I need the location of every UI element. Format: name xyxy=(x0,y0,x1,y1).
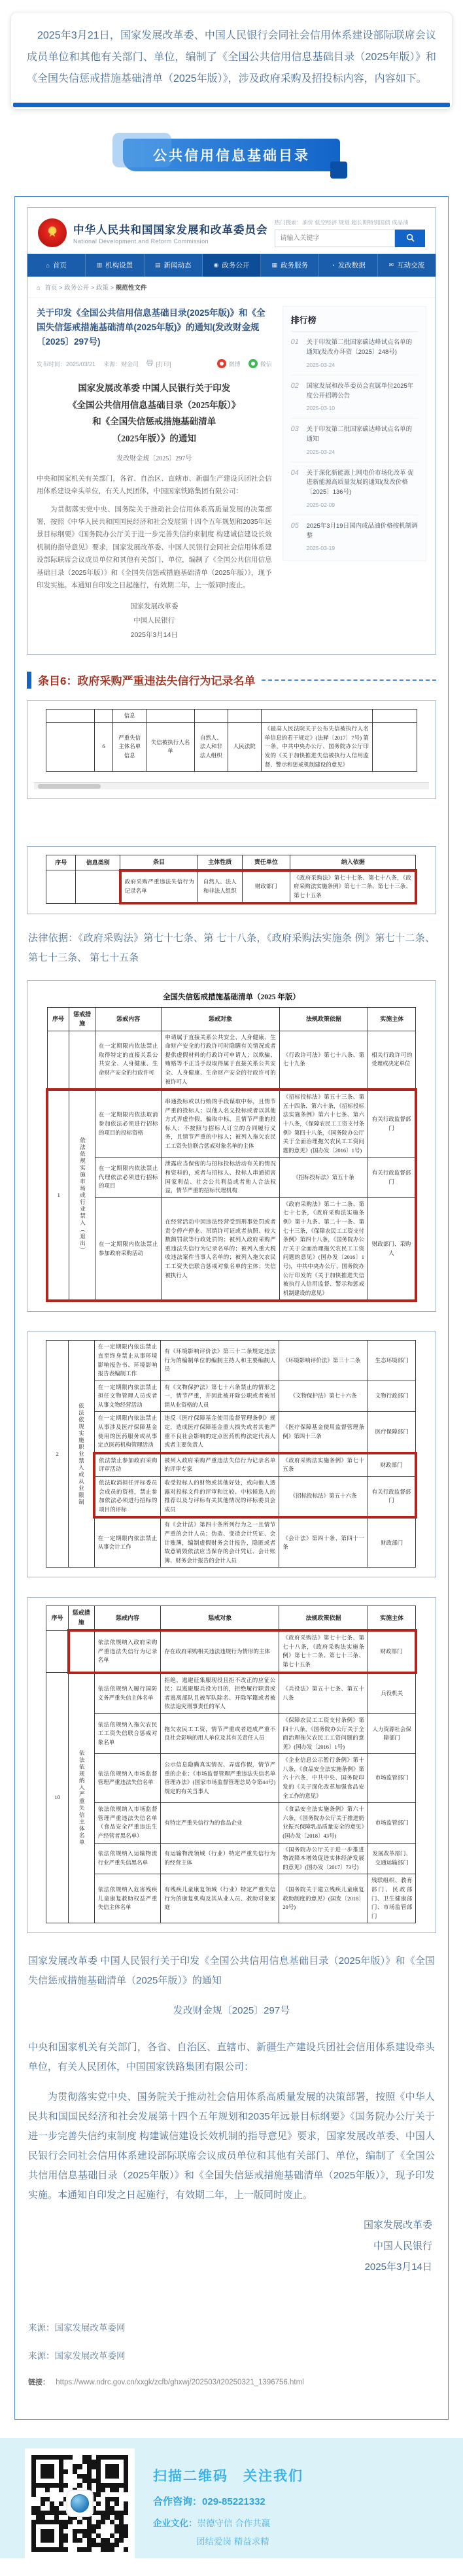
table-cell xyxy=(46,723,95,772)
ranking-item-date: 2025-03-10 xyxy=(306,405,335,412)
intro-card xyxy=(10,12,453,110)
table-cell: 依法依规纳入市场监督管理严重违法失信名单（食品安全严重违法生产经营者黑名单） xyxy=(94,1803,161,1843)
table-cell: 《最高人民法院关于公布失信被执行人名单信息的若干规定》(法释〔2017〕7号) 第一条，中共中央办公厅、国务院办公厅印发的《关于加快推进失信被执行人信用监督、警示和惩戒机制建设的意见》 xyxy=(261,723,372,772)
document-table xyxy=(46,1340,417,1568)
breadcrumb-current: 规范性文件 xyxy=(115,284,147,292)
weibo-label: 微博 xyxy=(228,360,241,368)
table-cell: 《招标投标法》第五十六条 xyxy=(279,1477,368,1518)
table-header-cell: 实施主体 xyxy=(368,1007,416,1031)
table-cell: 财政部门 xyxy=(368,1517,416,1567)
table-cell xyxy=(69,1031,95,1090)
table-cell: 依法依规纳入危害残疾儿童康复救助权益严重失信主体名单 xyxy=(94,1874,161,1923)
table-header-cell: 实施主体 xyxy=(368,1606,416,1630)
nav-item[interactable] xyxy=(378,254,436,277)
ranking-item-title[interactable]: 关于深化新能源上网电价市场化改革 促进新能源高质量发展的通知(发改价格〔2025〕136号) xyxy=(306,469,414,496)
table-cell: 兵役机关 xyxy=(368,1673,416,1714)
ranking-number: 04 xyxy=(290,468,299,477)
nav-item-icon: ✉ xyxy=(388,262,394,269)
breadcrumb[interactable] xyxy=(27,277,436,298)
table-cell: 信息 xyxy=(113,709,146,723)
contact-phone: 029-85221332 xyxy=(202,2496,266,2508)
table-cell: 依法依规纳入履行国防义务严重失信主体名单 xyxy=(94,1673,161,1714)
print-button[interactable]: [打印] xyxy=(146,360,171,368)
table-cell: 财政部门 xyxy=(368,1453,416,1477)
article-source: 来源：财金司 xyxy=(103,360,139,368)
nav-item[interactable] xyxy=(27,254,86,277)
nav-item-label: 发改数据 xyxy=(337,262,366,270)
screenshot-sanction-list-1 xyxy=(27,980,436,1312)
table-cell: 有关行政监督部门 xyxy=(368,1477,416,1518)
horizontal-scrollbar[interactable] xyxy=(34,782,429,789)
nav-item[interactable] xyxy=(203,254,261,277)
nav-item[interactable] xyxy=(86,254,144,277)
table-cell: 《招标投标法》第五十三条、第五十四条、第六十条，《招标投标法实施条例》第六十七条、第六十八条，《保障农民工工资支付条例》第四十八条，《国务院办公厅关于全面治理拖欠农民工工资问题的意见》(国办发〔2016〕1号) xyxy=(279,1090,368,1158)
table-cell: 《企业信息公示暂行条例》第十八条，《食品安全法实施条例》第六十六条，中共中央、国务院印发的《关于深化改革加强食品安全工作的意见》 xyxy=(279,1754,368,1803)
sanction-table-3 xyxy=(34,1606,429,1923)
screenshot-ndrc-page xyxy=(27,207,436,654)
home-icon: ⌂ xyxy=(37,284,41,292)
search-input[interactable] xyxy=(275,230,396,247)
table-cell: 《政府采购法》第七十七条、第七十八条，《政府采购法实施条例》第七十二条、第七十三条、第七十五条 xyxy=(290,870,416,904)
table-cell: 有运输物流领域（行业）特定严重失信行为的经营主体 xyxy=(161,1843,279,1874)
ranking-number: 03 xyxy=(290,425,299,434)
table-cell: 《会计法》第四十条、第四十一条 xyxy=(279,1517,368,1567)
publish-time: 发布时间：2025/03/21 xyxy=(37,360,96,368)
table-cell: 《政府采购法实施条例》第七十五条 xyxy=(279,1453,368,1477)
table-cell: 财政部门 xyxy=(242,870,290,904)
ranking-item-title[interactable]: 国家发展和改革委员会直属单位2025年度公开招聘公告 xyxy=(306,382,414,400)
content-frame xyxy=(14,196,449,2420)
intro-paragraph: 2025年3月21日，国家发展改革委、中国人民银行会同社会信用体系建设部际联席会议成员单位和其他有关部门、单位，编制了《全国公共信用信息基础目录（2025年版）》和《全国失信惩戒措施基础清单（2025年版）》，涉及政府采购及招投标内容，内容如下。 xyxy=(27,30,436,84)
table-cell: 在一定期限内依法取消参加依法必须进行招标的项目的投标资格 xyxy=(95,1090,161,1158)
signer-1: 国家发展改革委 xyxy=(130,602,179,610)
qr-center-logo xyxy=(67,2491,92,2516)
ranking-item-date: 2025-03-24 xyxy=(306,361,335,368)
closing-recipients: 中央和国家机关有关部门，各省、自治区、直辖市、新疆生产建设兵团社会信用体系建设牵头单位，有关人民团体，中国国家铁路集团有限公司： xyxy=(28,2042,435,2073)
article-column xyxy=(37,306,272,642)
site-title xyxy=(73,221,268,245)
closing-text xyxy=(28,1951,435,2390)
table-cell: 有《会计法》第四十条所列行为之一且情节严重的会计人员；伪造、变造会计凭证、会计账簿，编制虚假财务会计报告，隐匿或者故意销毁依法应当保存的会计凭证、会计账簿、财务会计报告的会计人员 xyxy=(161,1517,279,1567)
table-cell xyxy=(146,709,195,723)
table-cell: 有《环境影响评价法》第三十二条规定违法行为的编制单位的编制主持人和主要编制人员 xyxy=(161,1341,279,1381)
ranking-item[interactable] xyxy=(291,375,418,419)
table-cell: 依法禁止参加政府采购评审活动 xyxy=(94,1453,161,1477)
table-cell: 有关行政监督部门 xyxy=(368,1090,416,1158)
ranking-item[interactable] xyxy=(291,462,418,515)
table-header-cell: 纳入依据 xyxy=(290,855,416,870)
table-cell: 依法取消担任评标委员会成员的资格，禁止参加依法必须进行招标的项目的评标 xyxy=(94,1477,161,1518)
nav-item-icon: ▤ xyxy=(154,262,161,269)
footer-band xyxy=(0,2438,463,2558)
table-cell: 串通投标或以行贿的手段谋取中标，且情节严重的投标人；以他人名义投标或者以其他方式弄虚作假，骗取中标，且情节严重的投标人；不按照与招标人订立的合同履行义务，且情节严重的中标人；被列入拖欠农民工工资失信联合惩戒对象名单的主体 xyxy=(162,1090,279,1158)
closing-doc-number: 发改财金规〔2025〕297号 xyxy=(173,2005,290,2017)
site-name-cn: 中华人民共和国国家发展和改革委员会 xyxy=(73,224,268,237)
table-cell: 《政府采购法》第七十七条、第七十八条，《政府采购法实施条例》第七十二条、第七十三条、第七十五条 xyxy=(279,1630,368,1672)
table-cell xyxy=(194,709,228,723)
ranking-number: 05 xyxy=(290,521,299,530)
link-line xyxy=(28,2375,435,2390)
nav-item-label: 政务服务 xyxy=(281,262,309,270)
table-cell: 依法依规纳入拖欠农民工工资失信联合惩戒对象名单 xyxy=(94,1713,161,1753)
table-cell: 《行政许可法》第七十八条、第七十九条 xyxy=(279,1031,368,1090)
table-cell: 拒绝、逃避征集服现役且拒不改正的应征公民；以逃避服兵役为目的，拒绝履行职责或者逃离部队且被军队除名、开除军籍或者被依法追究刑事责任的军人 xyxy=(161,1673,279,1714)
table-cell: 《政府采购法》第二十二条、第七十七条，《政府采购法实施条例》第十九条、第二十一条、第七十三条，《保障农民工工资支付条例》第四十八条，《国务院办公厅关于全面治理拖欠农民工工资问题的意见》(国办发〔2016〕1号)，中共中央办公厅、国务院办公厅印发的《关于加快推进失信被执行人信用监督、警示和惩戒机制建设的意见》 xyxy=(279,1197,368,1301)
legal-basis-text: 法律依据：《政府采购法》第七十七条、第 七十八条，《政府采购法实施条 例》第七十二条、第七十三条、 第七十五条 xyxy=(28,933,435,963)
ranking-number: 02 xyxy=(290,381,299,390)
ranking-item-title[interactable]: 关于印发第二批国家碳达峰试点名单的通知(发改办环资〔2025〕248号) xyxy=(306,339,413,356)
source-block xyxy=(28,2319,435,2390)
footer-culture xyxy=(153,2516,303,2529)
share-wechat[interactable] xyxy=(249,359,272,368)
document-title: 国家发展改革委 中国人民银行关于印发 《全国公共信用信息基础目录（2025年版）》 和《全国失信惩戒措施基础清单 （2025年版）》的通知 xyxy=(68,383,241,444)
banner-title: 公共信用信息基础目录 xyxy=(123,139,340,171)
ranking-item-date: 2025-03-24 xyxy=(306,448,335,455)
table-cell: 相关行政许可的受理或决定单位 xyxy=(368,1031,416,1090)
ndrc-nav xyxy=(27,254,436,277)
table-cell: 《招标投标法》第五十条 xyxy=(279,1158,368,1197)
search-button[interactable] xyxy=(395,230,425,247)
table-cell: 依法依规纳入市场监督管理严重违法失信名单 xyxy=(94,1754,161,1803)
table-cell: 残联组织、教育部门、民政部门、卫生健康部门、市场监管部门 xyxy=(368,1874,416,1923)
table-header-cell: 法规政策依据 xyxy=(279,1007,368,1031)
table-cell: 有残疾儿童康复领域（行业）特定严重失信行为的康复机构及其从业人员、救助对象家庭 xyxy=(161,1874,279,1923)
table-cell: 6 xyxy=(94,723,112,772)
ranking-list xyxy=(291,332,418,558)
closing-signer-1: 国家发展改革委 xyxy=(363,2220,432,2231)
intro-accent-bar xyxy=(13,103,450,107)
table-cell xyxy=(46,709,95,723)
table-cell: 在经营活动中因违法经营受到刑事处罚或者责令停产停业、吊销许可证或者执照、较大数额罚款等行政处罚的；被列入政府采购严重违法失信行为记录名单的；被列入重大税收违法案件当事人名单的；被列入拖欠农民工工资失信联合惩戒对象名单的主体；失信被执行人 xyxy=(162,1197,279,1301)
screenshot-catalog-fragment xyxy=(27,700,436,800)
ndrc-site-header xyxy=(27,208,436,254)
signature-block xyxy=(37,599,272,642)
nav-item-icon: ◔ xyxy=(331,262,335,269)
nav-item-label: 互动交流 xyxy=(397,262,425,270)
table-cell: 文物行政部门 xyxy=(368,1381,416,1412)
closing-sign-date: 2025年3月14日 xyxy=(364,2261,432,2273)
table-header-cell: 惩戒措施 xyxy=(69,1606,95,1630)
table-cell: 申请属于直接关系公共安全、人身健康、生命财产安全的行政许可时隐瞒有关情况或者提供虚假材料的行政许可申请人；以欺骗、贿赂等不正当手段取得属于直接关系公共安全、人身健康、生命财产安全的行政许可的被许可人 xyxy=(162,1031,279,1090)
link-label: 链接： xyxy=(28,2379,50,2387)
table-header-cell: 惩戒对象 xyxy=(161,1606,279,1630)
ranking-item-title[interactable]: 2025年3月19日国内成品油价格按机制调整 xyxy=(306,522,418,540)
nav-item-icon: ⌂ xyxy=(46,262,50,269)
table-cell: 《国务院办公厅关于进一步推进物流降本增效促进实体经济发展的意见》(国办发〔2017〕73号) xyxy=(279,1843,368,1874)
table-header-cell: 主体性质 xyxy=(197,855,242,870)
table-cell: 在一定期限内依法禁止直至终身禁止从事环境影响报告书、环境影响报告表编制工作 xyxy=(94,1341,161,1381)
table-cell: 在一定期限内依法禁止担任文物管理人员或者从事文物经营活动 xyxy=(94,1381,161,1412)
table-cell: 依法依规纳入严重失信主体名单 xyxy=(69,1673,95,1923)
table-cell xyxy=(69,1630,95,1672)
qr-code xyxy=(25,2448,135,2558)
article-title: 关于印发《全国公共信用信息基础目录(2025年版)》和《全国失信惩戒措施基础清单(2025年版)》的通知(发改财金规〔2025〕297号) xyxy=(37,308,266,347)
section-banner xyxy=(0,139,463,171)
table-cell: 在一定期限内依法禁止从事涉及医疗保障基金使用的医药服务或从事定点医药机构管理活动 xyxy=(94,1412,161,1453)
table-header-cell: 序号 xyxy=(46,855,76,870)
table-cell xyxy=(372,723,417,772)
screenshot-sanction-list-3 xyxy=(27,1597,436,1933)
weibo-icon xyxy=(217,359,226,368)
share-weibo[interactable] xyxy=(217,359,241,368)
table-cell xyxy=(228,709,261,723)
table-header-cell: 惩戒措施 xyxy=(69,1007,95,1031)
site-name-en: National Development and Reform Commission xyxy=(73,238,209,245)
footer-slogan: 扫描二维码 关注我们 xyxy=(153,2469,303,2484)
table-cell xyxy=(46,870,76,904)
screenshot-catalog-entry xyxy=(27,846,436,914)
wechat-icon xyxy=(249,359,258,368)
screenshot-sanction-list-2 xyxy=(27,1331,436,1577)
table-cell: 《环境影响评价法》第三十二条 xyxy=(279,1341,368,1381)
table-cell: 政府采购严重违法失信行为记录名单 xyxy=(120,870,198,904)
table-cell: 被列入政府采购严重违法失信行为记录名单的评审专家 xyxy=(161,1453,279,1477)
table-header-cell: 责任单位 xyxy=(242,855,290,870)
table-cell: 有特定严重失信行为的食品企业 xyxy=(161,1803,279,1843)
table-header-cell: 惩戒对象 xyxy=(162,1007,279,1031)
catalog-fragment-table xyxy=(34,709,429,772)
table-cell: 《保障农民工工资支付条例》第四十八条，《国务院办公厅关于全面治理拖欠农民工工资问题的意见》(国办发〔2016〕1号) xyxy=(279,1713,368,1753)
nav-item-icon: ▦ xyxy=(271,262,278,269)
ndrc-content xyxy=(27,298,436,653)
table-cell: 市场监管部门 xyxy=(368,1803,416,1843)
notice-recipients: 中央和国家机关有关部门，各省、自治区、直辖市、新疆生产建设兵团社会信用体系建设牵头单位，有关人民团体，中国国家铁路集团有限公司： xyxy=(37,474,272,496)
section-heading xyxy=(27,672,436,689)
nav-item-icon: ▥ xyxy=(96,262,103,269)
ranking-item[interactable] xyxy=(291,419,418,462)
table-cell: 有《文物保护法》第七十六条禁止的情形之一，情节严重，并因此被开除公职或者被吊销从业资格的人员 xyxy=(161,1381,279,1412)
ranking-number: 01 xyxy=(290,338,299,347)
table-cell: 人民法院 xyxy=(228,723,261,772)
breadcrumb-path[interactable]: 首页 > 政务公开 > 政策 > xyxy=(44,284,116,292)
closing-body: 为贯彻落实党中央、国务院关于推动社会信用体系高质量发展的决策部署，按照《中华人民共和国国民经济和社会发展第十四个五年规划和2035年远景目标纲要》《国务院办公厅关于进一步完善失信约束制度 构建诚信建设长效机制的指导意见》要求，国家发展改革委、中国人民银行会同社会信用体系建设部际联席会议成员单位和其他有关部门、单位，编制了《全国公共信用信息基础目录（2025年版）》和《全国失信惩戒措施基础清单（2025年版）》，现予印发实施。本通知自印发之日起施行，有效期二年，上一版同时废止。 xyxy=(28,2091,435,2201)
nav-item-icon: ◉ xyxy=(213,262,219,269)
source-line-1: 来源：国家发展改革委网 xyxy=(28,2323,126,2333)
table-cell: 依法依规纳入政府采购严重违法失信行为记录名单 xyxy=(94,1630,161,1672)
table-cell xyxy=(372,709,417,723)
table-header-cell: 惩戒内容 xyxy=(94,1606,161,1630)
table-cell: 市场监管部门 xyxy=(368,1754,416,1803)
table-cell: 《文物保护法》第七十六条 xyxy=(279,1381,368,1412)
sanction-table-2 xyxy=(34,1340,429,1568)
footer-culture-2: 团结爱岗 精益求精 xyxy=(196,2537,269,2547)
table-header-cell: 序号 xyxy=(47,1007,69,1031)
hot-search-links[interactable]: 热门搜索：油价 低空经济 规划 超长期特别国债 成品油 xyxy=(274,219,409,226)
document-table xyxy=(46,709,417,772)
ranking-item[interactable] xyxy=(291,332,418,375)
table-cell: 自然人、法人和非法人组织 xyxy=(194,723,228,772)
document-number: 发改财金规〔2025〕297号 xyxy=(116,455,192,462)
sanction-list-title: 全国失信惩戒措施基础清单（2025 年版） xyxy=(163,993,300,1001)
ranking-title: 排行榜 xyxy=(291,313,418,332)
globe-icon xyxy=(71,2494,89,2513)
table-cell: 有关行政监督部门 xyxy=(368,1158,416,1197)
wechat-label: 微信 xyxy=(260,360,272,368)
article-meta xyxy=(37,359,272,368)
heading-text: 条目6：政府采购严重违法失信行为记录名单 xyxy=(38,675,256,688)
table-cell xyxy=(46,1630,69,1672)
source-line-2: 来源：国家发展改革委网 xyxy=(28,2351,126,2361)
table-cell: 财政部门、采购人 xyxy=(368,1197,416,1301)
search-area xyxy=(275,218,426,247)
table-cell: 依法依规实施职业禁入或从业限制 xyxy=(69,1341,95,1568)
table-cell: 医疗保障部门 xyxy=(368,1412,416,1453)
table-cell: 依法依规实施市场或行业禁入（退出） xyxy=(69,1090,95,1301)
heading-accent-bar xyxy=(27,672,31,689)
table-cell: 在一定期限内依法禁止代理依法必须进行招标的项目 xyxy=(95,1158,161,1197)
source-link[interactable]: https://www.ndrc.gov.cn/xxgk/zcfb/ghxwj/202503/t20250321_1396756.html xyxy=(56,2379,304,2387)
ranking-item[interactable] xyxy=(291,515,418,558)
table-cell: 严重失信主体名单信息 xyxy=(113,723,146,772)
table-header-cell: 序号 xyxy=(46,1606,69,1630)
ranking-item-title[interactable]: 关于印发第二批国家碳达峰试点名单的通知 xyxy=(306,426,413,443)
table-cell: 2 xyxy=(46,1341,69,1568)
table-cell xyxy=(261,709,372,723)
catalog-entry-table xyxy=(34,855,429,904)
table-header-cell: 法规政策依据 xyxy=(279,1606,368,1630)
table-cell: 收受投标人的财物或其他好处，或向他人透露对投标文件的评审和比较、中标候选人的推荐以及与评标有关其他情况的评标委员会成员 xyxy=(161,1477,279,1518)
table-cell: 《食品安全法实施条例》第六十六条，《国务院办公厅关于推进奶业振兴保障乳品质量安全的意见》(国办发〔2018〕43号) xyxy=(279,1803,368,1843)
table-cell: 公示信息隐瞒真实情况、弄虚作假，情节严重的企业；《市场监督管理严重违法失信名单管理办法》(国家市场监督管理总局令第44号)规定的有关当事人 xyxy=(161,1754,279,1803)
table-cell xyxy=(76,870,120,904)
closing-signer-2: 中国人民银行 xyxy=(373,2241,432,2252)
heading-dashed-rule xyxy=(262,679,436,681)
table-header-cell: 条目 xyxy=(120,855,198,870)
nav-item[interactable] xyxy=(261,254,319,277)
table-cell: 在一定期限内依法禁止取得特定的直接关系公共安全、人身健康、生命财产安全的行政许可 xyxy=(95,1031,161,1090)
ranking-sidebar xyxy=(283,306,426,561)
nav-item[interactable] xyxy=(319,254,377,277)
table-cell: 《医疗保障基金使用监督管理条例》第四十三条 xyxy=(279,1412,368,1453)
table-cell: 生态环境部门 xyxy=(368,1341,416,1381)
table-cell xyxy=(47,1031,69,1090)
table-header-cell: 信息类别 xyxy=(76,855,120,870)
table-cell: 泄露应当保密的与招标投标活动有关的情况和资料的，或者与招标人、投标人串通损害国家利益、社会公共利益或者他人合法权益，情节严重的招标代理机构 xyxy=(162,1158,279,1197)
scrollbar-thumb[interactable] xyxy=(38,784,101,789)
table-header-cell: 惩戒内容 xyxy=(95,1007,161,1031)
nav-item-label: 首页 xyxy=(52,262,67,270)
table-cell: 拖欠农民工工资，情节严重或者造成严重不良社会影响的用人单位及其有关责任人员 xyxy=(161,1713,279,1753)
table-cell xyxy=(94,709,112,723)
culture-label: 企业文化： xyxy=(153,2518,197,2529)
document-table xyxy=(46,1606,417,1923)
table-cell: 发展改革部门、交通运输部门 xyxy=(368,1843,416,1874)
nav-item-label: 机构设置 xyxy=(105,262,133,270)
table-cell: 依法依规纳入运输物流行业严重失信黑名单 xyxy=(94,1843,161,1874)
footer-text xyxy=(153,2448,303,2547)
printer-icon xyxy=(146,361,155,368)
table-cell: 1 xyxy=(47,1090,69,1301)
nav-item-label: 政务公开 xyxy=(222,262,250,270)
table-cell: 人力资源社会保障部门 xyxy=(368,1713,416,1753)
ranking-item-date: 2025-02-09 xyxy=(306,501,335,508)
nav-item-label: 新闻动态 xyxy=(163,262,192,270)
table-cell: 自然人、法人和非法人组织 xyxy=(197,870,242,904)
national-emblem-icon: ★ xyxy=(38,218,67,247)
table-cell: 财政部门 xyxy=(368,1630,416,1672)
table-cell: 《兵役法》第五十七条、第五十八条 xyxy=(279,1673,368,1714)
nav-item[interactable] xyxy=(145,254,203,277)
table-cell: 《国务院关于建立残疾儿童康复救助制度的意见》(国发〔2018〕20号) xyxy=(279,1874,368,1923)
table-cell: 违反《医疗保障基金使用监督管理条例》规定，造成医疗保障基金重大损失或者其他严重不良社会影响的定点医药机构法定代表人或者主要负责人 xyxy=(161,1412,279,1453)
table-cell: 10 xyxy=(46,1673,69,1923)
closing-notice-title: 国家发展改革委 中国人民银行关于印发《全国公共信用信息基础目录（2025年版）》和《全国失信惩戒措施基础清单（2025年版）》的通知 xyxy=(28,1955,435,1987)
table-cell: 在一定期限内依法禁止从事会计工作 xyxy=(94,1517,161,1567)
sanction-table-1 xyxy=(34,1007,429,1302)
signer-2: 中国人民银行 xyxy=(133,616,175,625)
sign-date: 2025年3月14日 xyxy=(130,630,178,639)
ranking-item-date: 2025-03-19 xyxy=(306,545,335,552)
notice-body: 为贯彻落实党中央、国务院关于推动社会信用体系高质量发展的决策部署，按照《中华人民共和国国民经济和社会发展第十四个五年规划和2035年远景目标纲要》《国务院办公厅关于进一步完善失信约束制度 构建诚信建设长效机制的指导意见》要求，国家发展改革委、中国人民银行会同社会信用体系建设部际联席会议成员单位和其他有关部门、单位，编制了《全国公共信用信息基础目录（2025年版）》和《全国失信惩戒措施基础清单（2025年版）》，现予印发实施。本通知自印发之日起施行，有效期二年，上一版同时废止。 xyxy=(37,505,272,590)
table-cell: 在一定期限内依法禁止参加政府采购活动 xyxy=(95,1197,161,1301)
table-cell: 存在政府采购相关违法违规行为情形的主体 xyxy=(161,1630,279,1672)
table-cell: 失信被执行人名单 xyxy=(146,723,195,772)
document-table xyxy=(46,855,417,904)
culture-value: 崇德守信 合作共赢 xyxy=(197,2518,271,2529)
document-table xyxy=(46,1007,417,1302)
footer-contact xyxy=(153,2494,303,2508)
contact-label: 合作咨询： xyxy=(153,2496,203,2508)
search-icon xyxy=(406,233,415,244)
